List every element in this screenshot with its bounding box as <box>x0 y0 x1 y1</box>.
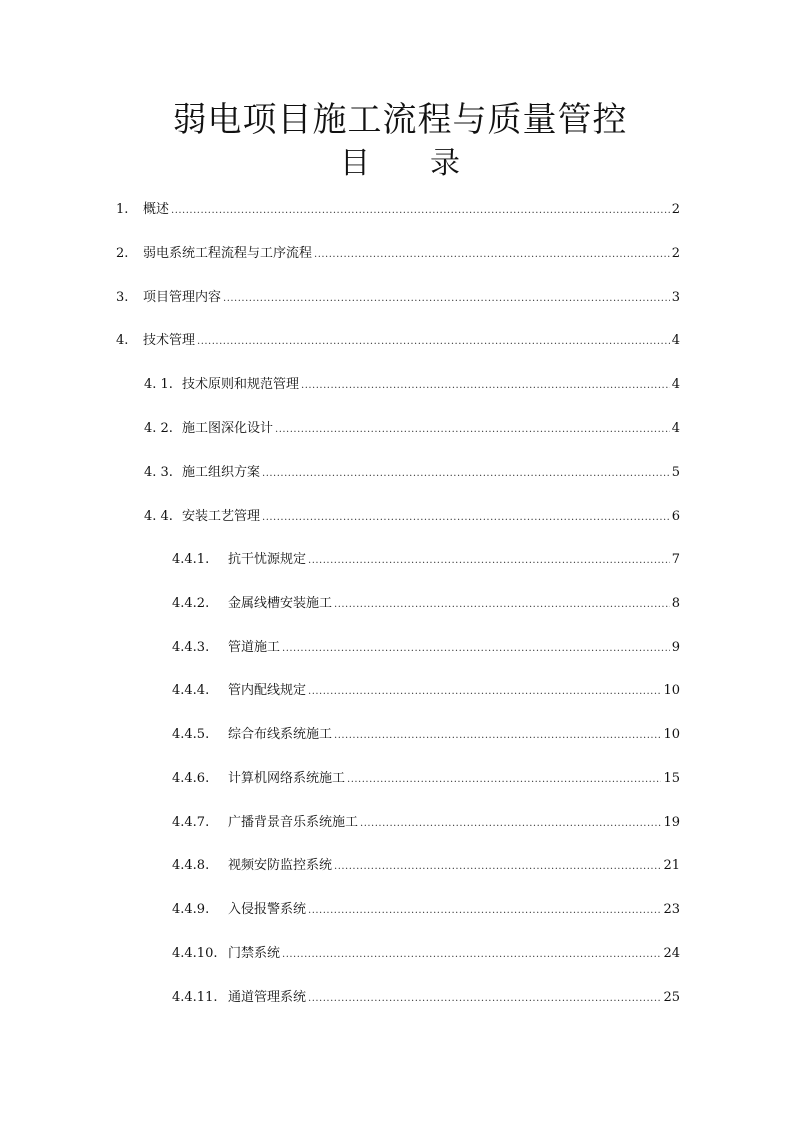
toc-entry[interactable] <box>172 591 680 613</box>
toc-entry[interactable] <box>172 941 680 963</box>
toc-entry-page: 7 <box>671 552 680 567</box>
toc-entry-page: 9 <box>671 640 680 655</box>
toc-entry-page: 15 <box>663 771 680 786</box>
toc-entry-page: 23 <box>663 902 680 917</box>
toc-dot-leader <box>197 334 670 350</box>
toc-entry-label: 计算机网络系统施工 <box>228 771 346 786</box>
toc-dot-leader <box>308 553 670 569</box>
toc-entry-label: 抗干忧源规定 <box>228 552 307 567</box>
toc-dot-leader <box>282 641 670 657</box>
toc-entry[interactable] <box>116 285 680 307</box>
toc-entry-number: 4.4.7. <box>172 815 210 830</box>
toc-entry-number: 4. <box>116 333 129 348</box>
toc-entry-number: 4.4.6. <box>172 771 210 786</box>
toc-dot-leader <box>262 466 670 482</box>
toc-entry-page: 3 <box>671 290 680 305</box>
toc-entry-page: 6 <box>671 509 680 524</box>
toc-entry-label: 通道管理系统 <box>228 990 307 1005</box>
toc-entry[interactable] <box>172 547 680 569</box>
document-title: 弱电项目施工流程与质量管控 <box>172 100 628 140</box>
toc-entry-label: 技术管理 <box>143 333 196 348</box>
toc-entry[interactable] <box>172 766 680 788</box>
toc-entry-label: 项目管理内容 <box>143 290 222 305</box>
toc-entry-label: 施工组织方案 <box>182 465 261 480</box>
toc-entry-label: 弱电系统工程流程与工序流程 <box>143 246 313 261</box>
toc-dot-leader <box>314 247 670 263</box>
toc-entry-label: 综合布线系统施工 <box>228 727 333 742</box>
toc-entry-number: 4.4.3. <box>172 640 210 655</box>
toc-entry-page: 4 <box>671 377 680 392</box>
toc-entry-label: 金属线槽安装施工 <box>228 596 333 611</box>
toc-heading <box>0 142 800 186</box>
toc-dot-leader <box>301 378 670 394</box>
toc-entry-number: 3. <box>116 290 129 305</box>
toc-dot-leader <box>308 991 661 1007</box>
toc-entry[interactable] <box>172 722 680 744</box>
toc-entry-number: 4.4.1. <box>172 552 210 567</box>
toc-entry-label: 管道施工 <box>228 640 281 655</box>
toc-entry-page: 8 <box>671 596 680 611</box>
toc-entry-page: 19 <box>663 815 680 830</box>
toc-entry-label: 入侵报警系统 <box>228 902 307 917</box>
toc-entry-number: 2. <box>116 246 129 261</box>
toc-dot-leader <box>223 291 670 307</box>
toc-entry-number: 4. 3. <box>144 465 173 480</box>
toc-entry-number: 4. 2. <box>144 421 173 436</box>
toc-entry[interactable] <box>116 328 680 350</box>
toc-entry-number: 4.4.4. <box>172 683 210 698</box>
toc-entry-label: 门禁系统 <box>228 946 281 961</box>
toc-entry[interactable] <box>172 897 680 919</box>
toc-dot-leader <box>334 597 670 613</box>
toc-entry-number: 4.4.8. <box>172 858 210 873</box>
toc-entry-number: 4.4.2. <box>172 596 210 611</box>
toc-entry-label: 视频安防监控系统 <box>228 858 333 873</box>
toc-entry[interactable] <box>172 678 680 700</box>
toc-entry[interactable] <box>144 504 680 526</box>
toc-entry-page: 24 <box>663 946 680 961</box>
toc-entry-page: 10 <box>663 727 680 742</box>
toc-entry-label: 技术原则和规范管理 <box>182 377 300 392</box>
toc-dot-leader <box>282 947 661 963</box>
toc-entry-number: 4.4.10. <box>172 946 218 961</box>
toc-entry-number: 4.4.11. <box>172 990 218 1005</box>
toc-entry-label: 管内配线规定 <box>228 683 307 698</box>
toc-entry-number: 4. 4. <box>144 509 173 524</box>
toc-dot-leader <box>308 903 661 919</box>
toc-entry-page: 2 <box>671 202 680 217</box>
toc-entry-number: 4.4.5. <box>172 727 210 742</box>
toc-entry-page: 4 <box>671 421 680 436</box>
toc-entry[interactable] <box>144 460 680 482</box>
toc-heading-left: 目 <box>340 146 370 181</box>
toc-entry[interactable] <box>144 372 680 394</box>
toc-dot-leader <box>308 684 661 700</box>
toc-entry-label: 概述 <box>143 202 170 217</box>
toc-entry-page: 10 <box>663 683 680 698</box>
toc-entry-number: 4.4.9. <box>172 902 210 917</box>
toc-dot-leader <box>262 510 670 526</box>
toc-entry[interactable] <box>172 635 680 657</box>
toc-entry-page: 25 <box>663 990 680 1005</box>
toc-entry[interactable] <box>144 416 680 438</box>
toc-entry-page: 21 <box>663 858 680 873</box>
toc-entry[interactable] <box>116 197 680 219</box>
toc-entry-label: 施工图深化设计 <box>182 421 274 436</box>
toc-dot-leader <box>171 203 670 219</box>
toc-dot-leader <box>360 816 661 832</box>
toc-entry-page: 2 <box>671 246 680 261</box>
toc-entry-number: 4. 1. <box>144 377 173 392</box>
toc-entry-page: 5 <box>671 465 680 480</box>
toc-dot-leader <box>334 728 661 744</box>
toc-dot-leader <box>334 859 661 875</box>
toc-entry-label: 广播背景音乐系统施工 <box>228 815 359 830</box>
toc-dot-leader <box>347 772 661 788</box>
toc-dot-leader <box>275 422 670 438</box>
toc-entry[interactable] <box>172 853 680 875</box>
toc-entry[interactable] <box>172 985 680 1007</box>
toc-entry[interactable] <box>172 810 680 832</box>
toc-entry[interactable] <box>116 241 680 263</box>
toc-heading-right: 录 <box>430 146 460 181</box>
toc-entry-page: 4 <box>671 333 680 348</box>
toc-entry-label: 安装工艺管理 <box>182 509 261 524</box>
toc-entry-number: 1. <box>116 202 129 217</box>
